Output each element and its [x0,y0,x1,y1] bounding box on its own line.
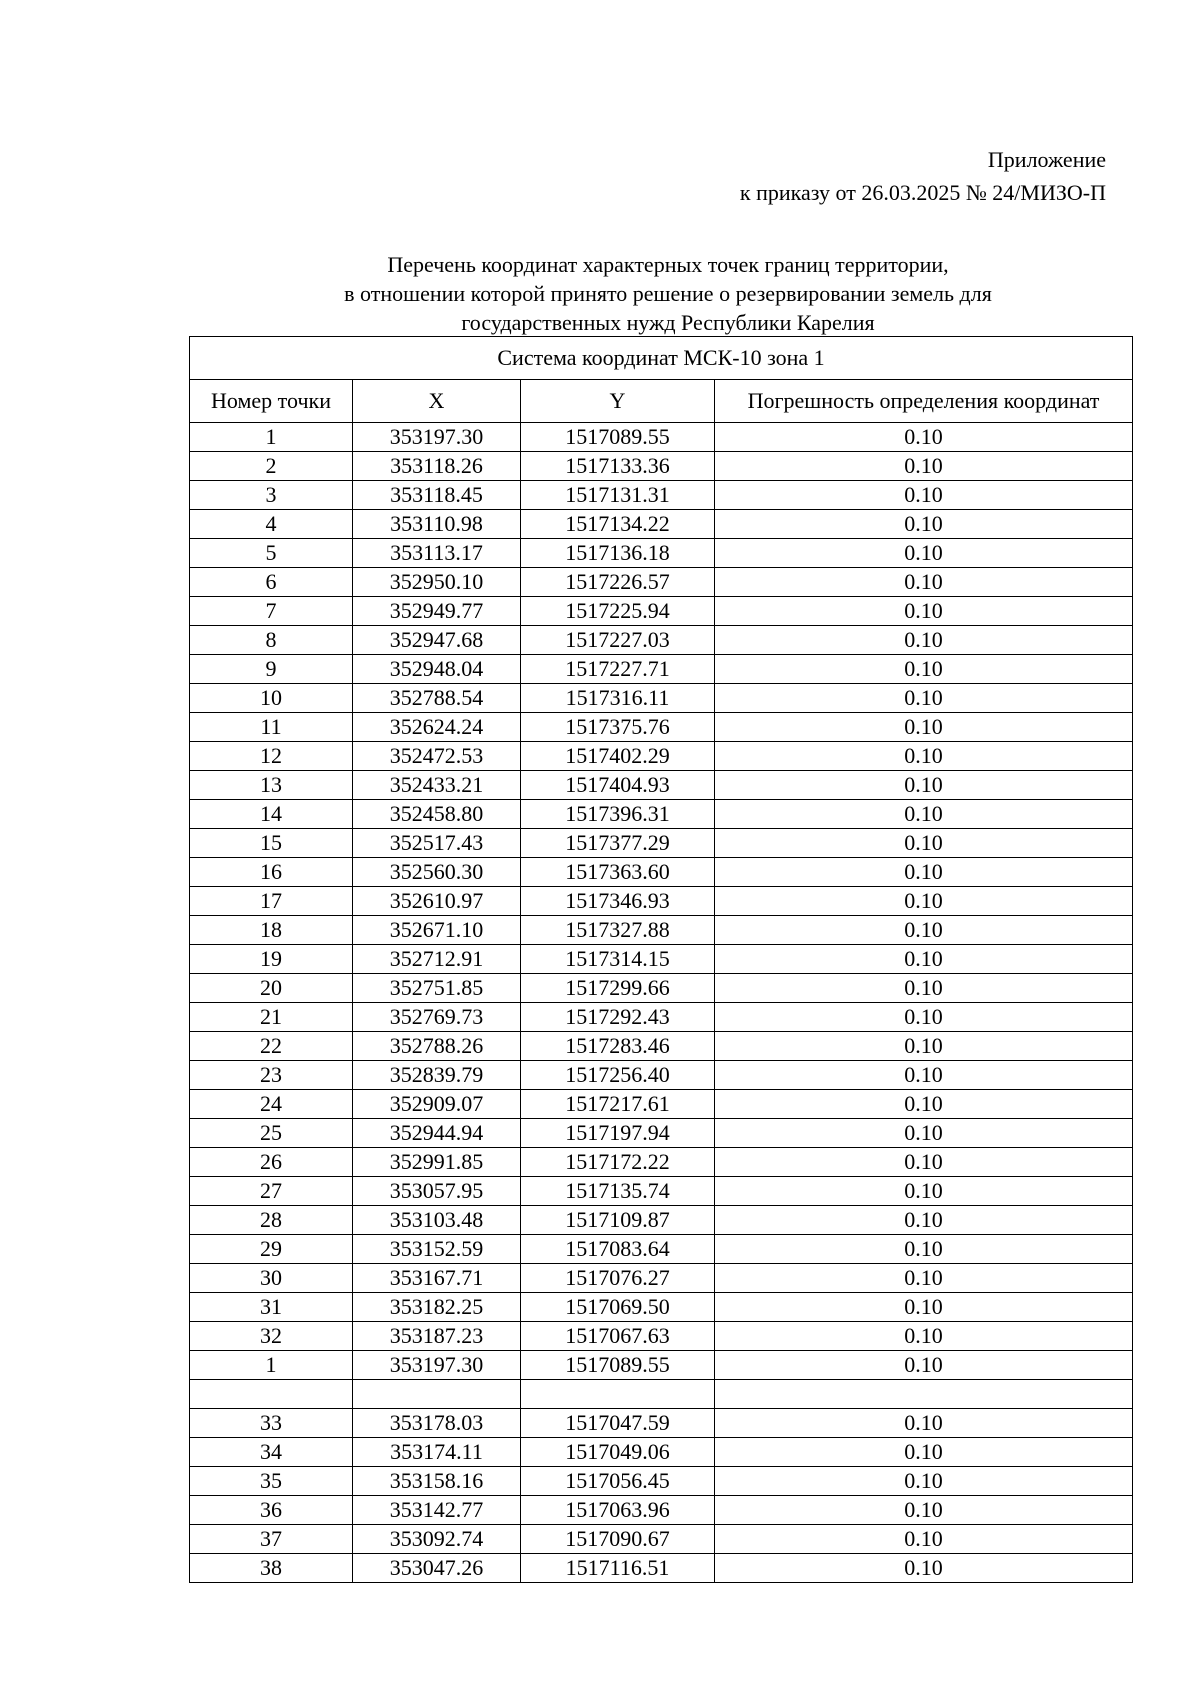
point-number-cell: 36 [190,1496,353,1525]
table-row [190,713,1133,742]
point-number-cell: 11 [190,713,353,742]
x-cell: 353174.11 [353,1438,521,1467]
point-number-cell: 13 [190,771,353,800]
accuracy-cell: 0.10 [715,1090,1133,1119]
table-row [190,510,1133,539]
x-cell: 352947.68 [353,626,521,655]
appendix-order-reference: к приказу от 26.03.2025 № 24/МИЗО-П [739,180,1106,205]
y-cell: 1517109.87 [521,1206,715,1235]
x-cell: 352769.73 [353,1003,521,1032]
y-cell: 1517172.22 [521,1148,715,1177]
table-row [190,1119,1133,1148]
column-header-x: X [353,380,521,423]
y-cell: 1517067.63 [521,1322,715,1351]
y-cell: 1517226.57 [521,568,715,597]
x-cell: 353197.30 [353,423,521,452]
y-cell: 1517047.59 [521,1409,715,1438]
accuracy-cell: 0.10 [715,829,1133,858]
point-number-cell: 31 [190,1293,353,1322]
point-number-cell: 18 [190,916,353,945]
x-cell: 352458.80 [353,800,521,829]
x-cell: 353047.26 [353,1554,521,1583]
y-cell: 1517049.06 [521,1438,715,1467]
table-row [190,655,1133,684]
table-row [190,1380,1133,1409]
accuracy-cell: 0.10 [715,1264,1133,1293]
point-number-cell: 24 [190,1090,353,1119]
x-cell: 352671.10 [353,916,521,945]
accuracy-cell: 0.10 [715,626,1133,655]
y-cell: 1517131.31 [521,481,715,510]
y-cell: 1517090.67 [521,1525,715,1554]
y-cell: 1517056.45 [521,1467,715,1496]
accuracy-cell: 0.10 [715,1438,1133,1467]
accuracy-cell: 0.10 [715,1235,1133,1264]
x-cell: 353142.77 [353,1496,521,1525]
x-cell: 352788.26 [353,1032,521,1061]
point-number-cell: 23 [190,1061,353,1090]
y-cell: 1517402.29 [521,742,715,771]
appendix-note [740,143,1106,209]
point-number-cell: 21 [190,1003,353,1032]
x-cell: 353158.16 [353,1467,521,1496]
y-cell: 1517346.93 [521,887,715,916]
point-number-cell: 14 [190,800,353,829]
heading-line-2: в отношении которой принято решение о резервировании земель для [344,281,992,306]
accuracy-cell: 0.10 [715,1032,1133,1061]
y-cell: 1517136.18 [521,539,715,568]
column-header-point-number: Номер точки [190,380,353,423]
y-cell: 1517404.93 [521,771,715,800]
x-cell: 352751.85 [353,974,521,1003]
x-cell: 353152.59 [353,1235,521,1264]
x-cell: 353103.48 [353,1206,521,1235]
y-cell: 1517227.71 [521,655,715,684]
accuracy-cell: 0.10 [715,1293,1133,1322]
accuracy-cell: 0.10 [715,1177,1133,1206]
y-cell: 1517292.43 [521,1003,715,1032]
table-row [190,1148,1133,1177]
table-row [190,539,1133,568]
x-cell: 353057.95 [353,1177,521,1206]
point-number-cell [190,1380,353,1409]
x-cell: 353182.25 [353,1293,521,1322]
y-cell: 1517299.66 [521,974,715,1003]
point-number-cell: 35 [190,1467,353,1496]
coordinate-system-label: Система координат МСК-10 зона 1 [190,337,1133,380]
x-cell: 353092.74 [353,1525,521,1554]
x-cell: 353110.98 [353,510,521,539]
accuracy-cell: 0.10 [715,568,1133,597]
table-row [190,1264,1133,1293]
accuracy-cell: 0.10 [715,1409,1133,1438]
table-row [190,1235,1133,1264]
accuracy-cell: 0.10 [715,1554,1133,1583]
y-cell: 1517363.60 [521,858,715,887]
accuracy-cell: 0.10 [715,742,1133,771]
accuracy-cell: 0.10 [715,539,1133,568]
table-row [190,742,1133,771]
table-row [190,1351,1133,1380]
x-cell: 353187.23 [353,1322,521,1351]
y-cell: 1517134.22 [521,510,715,539]
table-row [190,945,1133,974]
y-cell: 1517327.88 [521,916,715,945]
accuracy-cell: 0.10 [715,597,1133,626]
point-number-cell: 15 [190,829,353,858]
accuracy-cell: 0.10 [715,858,1133,887]
accuracy-cell: 0.10 [715,800,1133,829]
y-cell: 1517396.31 [521,800,715,829]
table-row [190,1438,1133,1467]
table-row [190,800,1133,829]
table-row [190,684,1133,713]
table-row [190,423,1133,452]
point-number-cell: 33 [190,1409,353,1438]
y-cell: 1517076.27 [521,1264,715,1293]
point-number-cell: 37 [190,1525,353,1554]
point-number-cell: 4 [190,510,353,539]
y-cell: 1517375.76 [521,713,715,742]
x-cell: 352949.77 [353,597,521,626]
table-row [190,452,1133,481]
x-cell: 352517.43 [353,829,521,858]
x-cell: 352909.07 [353,1090,521,1119]
point-number-cell: 34 [190,1438,353,1467]
y-cell: 1517377.29 [521,829,715,858]
accuracy-cell: 0.10 [715,510,1133,539]
accuracy-cell: 0.10 [715,916,1133,945]
accuracy-cell: 0.10 [715,974,1133,1003]
x-cell: 352610.97 [353,887,521,916]
x-cell: 353118.45 [353,481,521,510]
table-row [190,916,1133,945]
accuracy-cell: 0.10 [715,1119,1133,1148]
document-heading [188,250,1148,337]
accuracy-cell [715,1380,1133,1409]
accuracy-cell: 0.10 [715,887,1133,916]
accuracy-cell: 0.10 [715,481,1133,510]
y-cell: 1517063.96 [521,1496,715,1525]
column-header-y: Y [521,380,715,423]
heading-line-3: государственных нужд Республики Карелия [461,310,875,335]
point-number-cell: 32 [190,1322,353,1351]
heading-line-1: Перечень координат характерных точек границ территории, [387,252,949,277]
y-cell: 1517283.46 [521,1032,715,1061]
table-row [190,1409,1133,1438]
coordinate-system-row [190,337,1133,380]
accuracy-cell: 0.10 [715,1061,1133,1090]
accuracy-cell: 0.10 [715,684,1133,713]
y-cell: 1517069.50 [521,1293,715,1322]
point-number-cell: 10 [190,684,353,713]
table-row [190,1554,1133,1583]
accuracy-cell: 0.10 [715,1322,1133,1351]
point-number-cell: 25 [190,1119,353,1148]
table-row [190,1090,1133,1119]
accuracy-cell: 0.10 [715,1525,1133,1554]
point-number-cell: 8 [190,626,353,655]
y-cell: 1517227.03 [521,626,715,655]
point-number-cell: 19 [190,945,353,974]
point-number-cell: 7 [190,597,353,626]
point-number-cell: 3 [190,481,353,510]
x-cell: 352839.79 [353,1061,521,1090]
x-cell: 352624.24 [353,713,521,742]
table-body [190,423,1133,1583]
x-cell: 353167.71 [353,1264,521,1293]
column-header-accuracy: Погрешность определения координат [715,380,1133,423]
table-row [190,771,1133,800]
x-cell: 352472.53 [353,742,521,771]
point-number-cell: 27 [190,1177,353,1206]
y-cell: 1517217.61 [521,1090,715,1119]
table-row [190,1206,1133,1235]
accuracy-cell: 0.10 [715,1351,1133,1380]
coordinates-table [189,336,1133,1583]
point-number-cell: 6 [190,568,353,597]
point-number-cell: 12 [190,742,353,771]
x-cell: 352433.21 [353,771,521,800]
accuracy-cell: 0.10 [715,452,1133,481]
point-number-cell: 38 [190,1554,353,1583]
table-row [190,568,1133,597]
accuracy-cell: 0.10 [715,1206,1133,1235]
y-cell: 1517256.40 [521,1061,715,1090]
x-cell: 353178.03 [353,1409,521,1438]
appendix-title: Приложение [987,147,1106,172]
x-cell: 352991.85 [353,1148,521,1177]
accuracy-cell: 0.10 [715,1496,1133,1525]
y-cell: 1517089.55 [521,423,715,452]
point-number-cell: 1 [190,1351,353,1380]
x-cell: 353118.26 [353,452,521,481]
point-number-cell: 1 [190,423,353,452]
point-number-cell: 29 [190,1235,353,1264]
x-cell: 353197.30 [353,1351,521,1380]
point-number-cell: 26 [190,1148,353,1177]
accuracy-cell: 0.10 [715,1467,1133,1496]
x-cell: 352712.91 [353,945,521,974]
accuracy-cell: 0.10 [715,713,1133,742]
accuracy-cell: 0.10 [715,1003,1133,1032]
x-cell: 352944.94 [353,1119,521,1148]
point-number-cell: 17 [190,887,353,916]
point-number-cell: 20 [190,974,353,1003]
table-row [190,974,1133,1003]
table-row [190,1177,1133,1206]
table-row [190,829,1133,858]
point-number-cell: 30 [190,1264,353,1293]
table-row [190,1032,1133,1061]
point-number-cell: 28 [190,1206,353,1235]
x-cell: 352560.30 [353,858,521,887]
y-cell [521,1380,715,1409]
accuracy-cell: 0.10 [715,771,1133,800]
y-cell: 1517225.94 [521,597,715,626]
table-row [190,887,1133,916]
x-cell [353,1380,521,1409]
x-cell: 353113.17 [353,539,521,568]
y-cell: 1517089.55 [521,1351,715,1380]
accuracy-cell: 0.10 [715,423,1133,452]
y-cell: 1517083.64 [521,1235,715,1264]
x-cell: 352948.04 [353,655,521,684]
point-number-cell: 9 [190,655,353,684]
table-header-row [190,380,1133,423]
accuracy-cell: 0.10 [715,945,1133,974]
y-cell: 1517197.94 [521,1119,715,1148]
y-cell: 1517133.36 [521,452,715,481]
table-row [190,1293,1133,1322]
x-cell: 352788.54 [353,684,521,713]
y-cell: 1517316.11 [521,684,715,713]
point-number-cell: 16 [190,858,353,887]
table-row [190,1003,1133,1032]
table-row [190,481,1133,510]
table-row [190,1322,1133,1351]
table-row [190,1525,1133,1554]
table-row [190,1061,1133,1090]
x-cell: 352950.10 [353,568,521,597]
table-row [190,1496,1133,1525]
table-row [190,626,1133,655]
table-row [190,1467,1133,1496]
y-cell: 1517314.15 [521,945,715,974]
point-number-cell: 5 [190,539,353,568]
y-cell: 1517116.51 [521,1554,715,1583]
y-cell: 1517135.74 [521,1177,715,1206]
point-number-cell: 2 [190,452,353,481]
accuracy-cell: 0.10 [715,1148,1133,1177]
table-row [190,858,1133,887]
table-row [190,597,1133,626]
point-number-cell: 22 [190,1032,353,1061]
accuracy-cell: 0.10 [715,655,1133,684]
